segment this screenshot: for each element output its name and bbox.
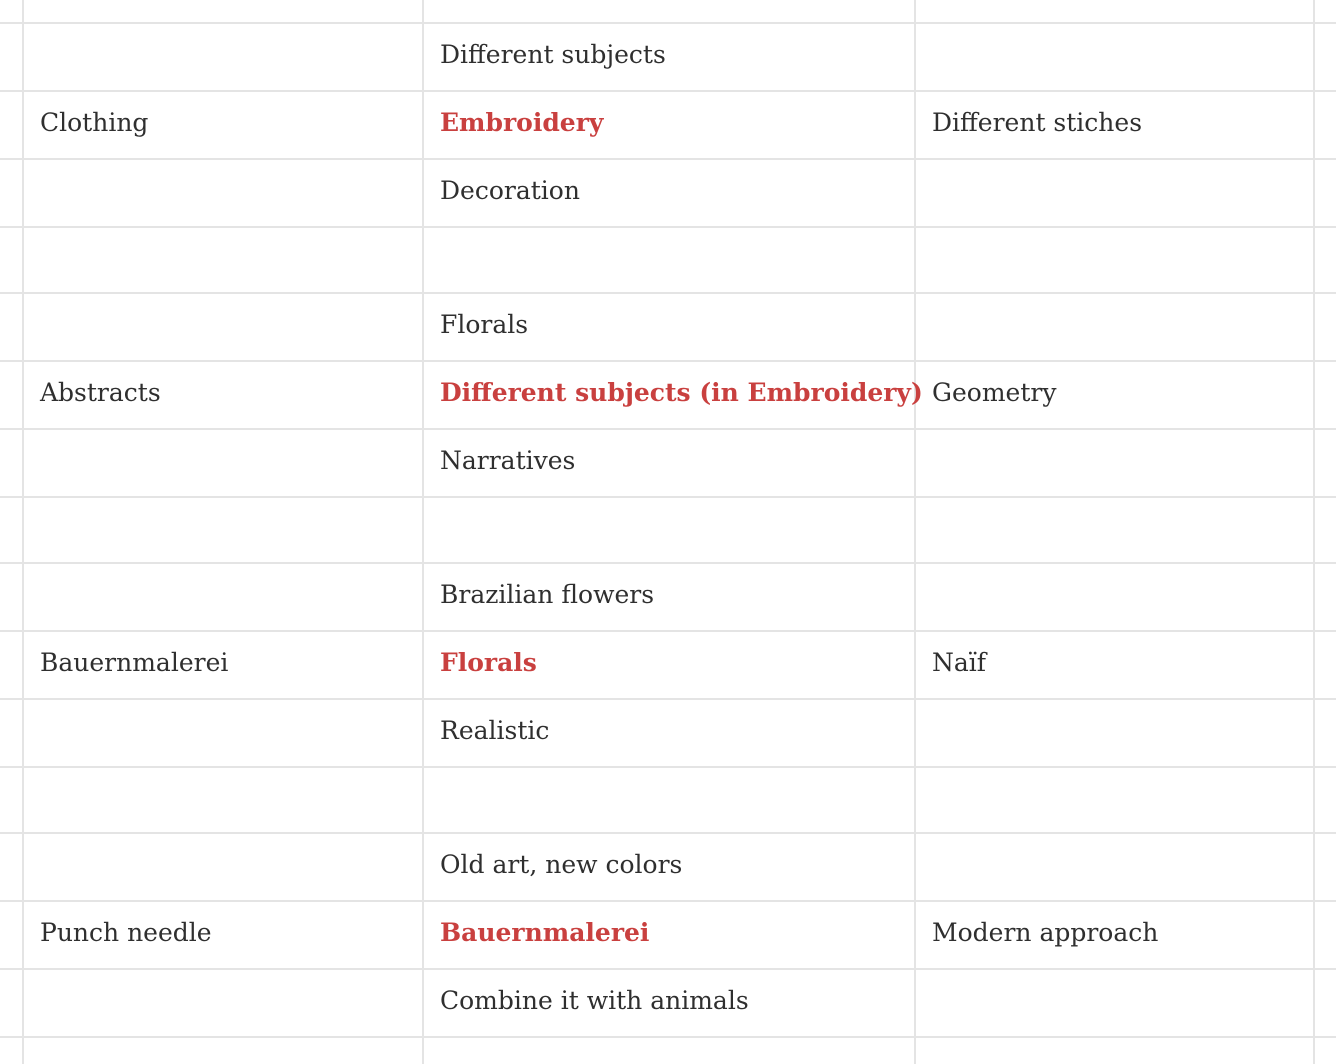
cell-group2-top[interactable]: Florals (440, 310, 529, 339)
row-divider (0, 900, 1336, 902)
cell-group3-center[interactable]: Florals (440, 648, 537, 677)
cell-group3-left[interactable]: Bauernmalerei (40, 648, 229, 677)
cell-group2-bottom[interactable]: Narratives (440, 446, 576, 475)
row-divider (0, 968, 1336, 970)
cell-group2-left[interactable]: Abstracts (40, 378, 161, 407)
row-divider (0, 832, 1336, 834)
row-divider (0, 496, 1336, 498)
column-divider (914, 0, 916, 1064)
cell-group1-center[interactable]: Embroidery (440, 108, 604, 137)
cell-group1-right[interactable]: Different stiches (932, 108, 1143, 137)
column-divider (422, 0, 424, 1064)
row-divider (0, 630, 1336, 632)
cell-group3-top[interactable]: Brazilian flowers (440, 580, 655, 609)
cell-group4-right[interactable]: Modern approach (932, 918, 1159, 947)
row-divider (0, 562, 1336, 564)
cell-group3-right[interactable]: Naïf (932, 648, 987, 677)
row-divider (0, 428, 1336, 430)
column-divider (1313, 0, 1315, 1064)
cell-group1-left[interactable]: Clothing (40, 108, 149, 137)
row-divider (0, 766, 1336, 768)
row-divider (0, 360, 1336, 362)
cell-group1-top[interactable]: Different subjects (440, 40, 666, 69)
row-divider (0, 22, 1336, 24)
cell-group4-left[interactable]: Punch needle (40, 918, 212, 947)
cell-group2-center[interactable]: Different subjects (in Embroidery) (440, 378, 923, 407)
cell-group1-bottom[interactable]: Decoration (440, 176, 580, 205)
column-divider (22, 0, 24, 1064)
cell-group4-center[interactable]: Bauernmalerei (440, 918, 650, 947)
row-divider (0, 292, 1336, 294)
row-divider (0, 1036, 1336, 1038)
cell-group3-bottom[interactable]: Realistic (440, 716, 550, 745)
cell-group2-right[interactable]: Geometry (932, 378, 1057, 407)
row-divider (0, 90, 1336, 92)
row-divider (0, 158, 1336, 160)
cell-group4-bottom[interactable]: Combine it with animals (440, 986, 749, 1015)
row-divider (0, 226, 1336, 228)
row-divider (0, 698, 1336, 700)
cell-group4-top[interactable]: Old art, new colors (440, 850, 683, 879)
